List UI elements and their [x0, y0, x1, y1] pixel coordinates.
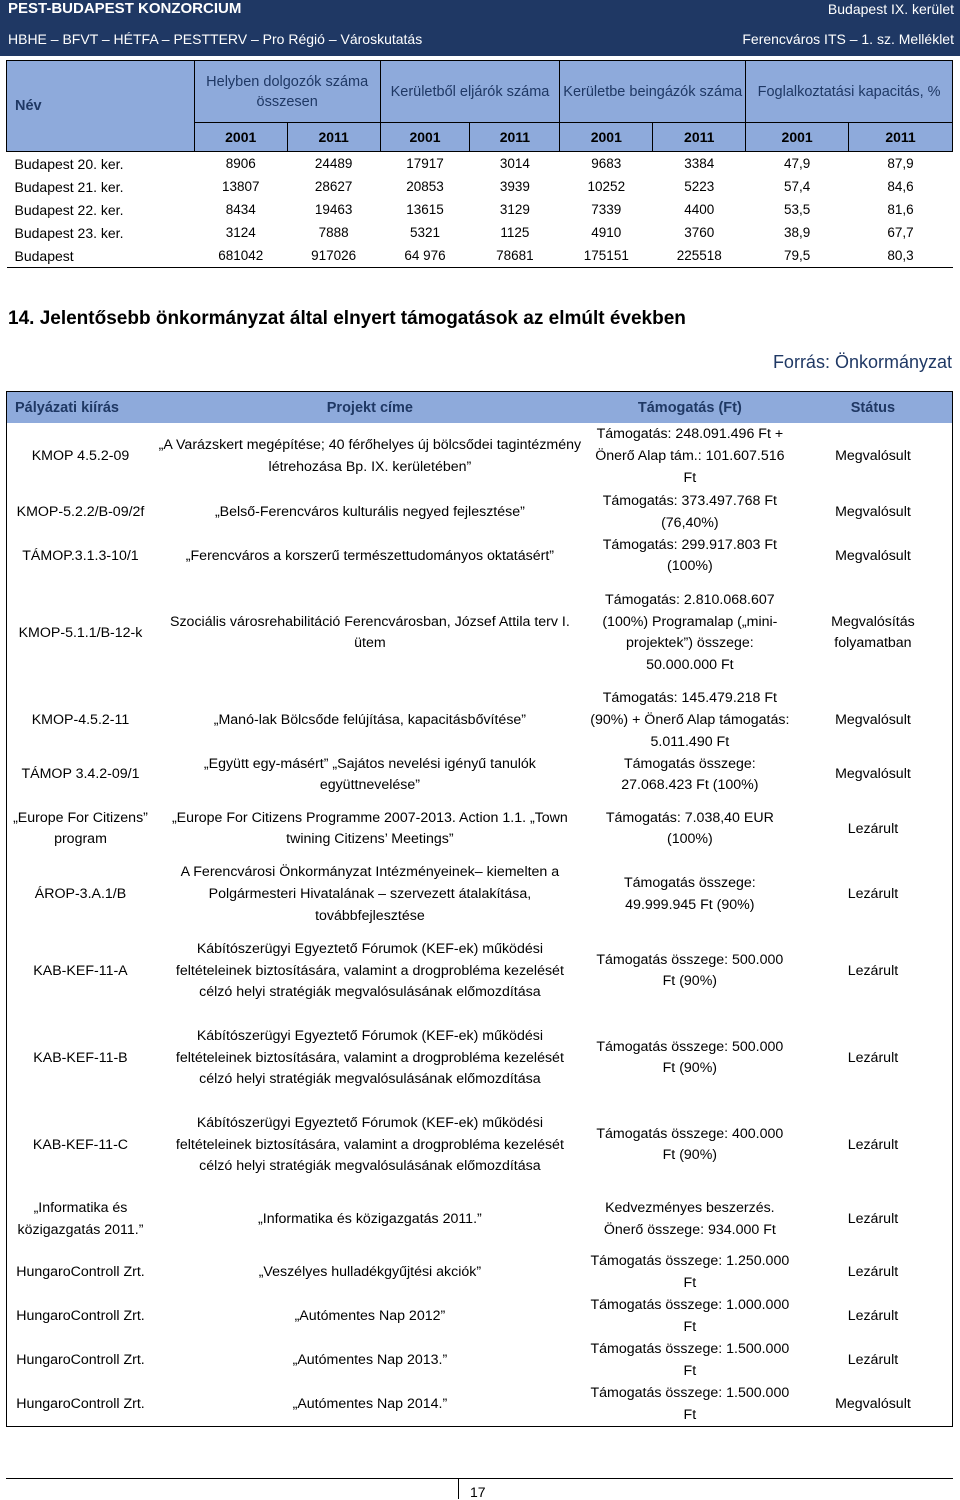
call-cell: KAB-KEF-11-A — [33, 962, 128, 979]
group-header: Kerületből eljárók száma — [380, 61, 560, 123]
grant-row — [7, 1015, 953, 1102]
value-cell: 10252 — [587, 179, 626, 194]
support-cell: Támogatás: 373.497.768 Ft (76,40%) — [602, 493, 777, 531]
page-separator — [458, 1478, 459, 1499]
table-row — [7, 221, 953, 244]
support-cell: Támogatás: 145.479.218 Ft (90%) + Önerő Alap támogatás: 5.011.490 Ft — [590, 690, 790, 750]
project-title-cell: „Manó-lak Bölcsőde felújítása, kapacitásbővítése” — [213, 712, 527, 729]
call-cell: „Europe For Citizens” program — [13, 809, 148, 848]
project-title-cell: Kábítószerügyi Egyeztető Fórumok (KEF-ek) működési feltételeinek biztosítására, valamint a drogprobléma kezelését célzó helyi stratégiák megvalósulásának előmozdítása — [175, 1114, 564, 1175]
value-cell: 3760 — [684, 225, 715, 240]
support-cell: Támogatás összege: 27.068.423 Ft (100%) — [621, 755, 759, 794]
call-header: Pályázati kiírás — [7, 392, 154, 424]
value-cell: 19463 — [314, 202, 353, 217]
project-title-cell: „Belső-Ferencváros kulturális negyed fejlesztése” — [214, 503, 525, 520]
support-cell: Támogatás összege: 1.500.000 Ft — [590, 1384, 790, 1423]
value-cell: 64 976 — [380, 244, 470, 268]
row-name: Budapest 22. ker. — [14, 201, 124, 218]
value-cell: 5321 — [410, 225, 441, 240]
grant-row — [7, 688, 953, 753]
value-cell: 47,9 — [783, 156, 811, 171]
value-cell: 4910 — [591, 225, 622, 240]
document-subtitle: Ferencváros ITS – 1. sz. Melléklet — [742, 31, 954, 47]
value-cell: 81,6 — [887, 202, 914, 217]
support-header: Támogatás (Ft) — [586, 392, 794, 424]
call-cell: HungaroControll Zrt. — [16, 1264, 145, 1281]
row-name: Budapest 21. ker. — [14, 178, 124, 195]
grant-row — [7, 534, 953, 578]
grant-row — [7, 1251, 953, 1295]
call-cell: TÁMOP 3.4.2-09/1 — [21, 766, 140, 783]
value-cell: 8434 — [225, 202, 256, 217]
source-note: Forrás: Önkormányzat — [772, 352, 952, 372]
commuting-table — [6, 60, 953, 268]
status-cell: Megvalósult — [835, 547, 911, 564]
year-header: 2001 — [560, 123, 653, 152]
support-cell: Támogatás összege: 400.000 Ft (90%) — [596, 1125, 784, 1164]
grant-row — [7, 754, 953, 797]
value-cell: 20853 — [406, 179, 444, 194]
status-cell: Megvalósult — [835, 712, 911, 729]
value-cell: 24489 — [314, 156, 353, 171]
call-cell: „Informatika és közigazgatás 2011.” — [17, 1200, 144, 1238]
grant-row — [7, 423, 953, 491]
status-cell: Megvalósítás folyamatban — [831, 613, 915, 652]
status-cell: Lezárult — [847, 886, 899, 903]
year-header: 2011 — [287, 123, 380, 152]
value-cell: 53,5 — [783, 202, 811, 217]
support-cell: Támogatás: 299.917.803 Ft (100%) — [602, 536, 777, 575]
project-title-cell: „Veszélyes hulladékgyűjtési akciók” — [258, 1264, 482, 1281]
call-cell: KAB-KEF-11-B — [33, 1049, 128, 1066]
page-number: 17 — [470, 1484, 486, 1500]
status-cell: Megvalósult — [835, 448, 911, 465]
grant-row — [7, 1295, 953, 1339]
value-cell: 917026 — [287, 244, 380, 268]
project-title-cell: Kábítószerügyi Egyeztető Fórumok (KEF-ek) működési feltételeinek biztosítására, valamint a drogprobléma kezelését célzó helyi stratégiák megvalósulásának előmozdítása — [175, 940, 564, 1001]
support-cell: Támogatás összege: 49.999.945 Ft (90%) — [624, 875, 756, 913]
status-cell: Lezárult — [847, 820, 899, 837]
value-cell: 8906 — [225, 156, 256, 171]
grant-row — [7, 578, 953, 688]
status-cell: Lezárult — [847, 1211, 899, 1228]
grant-row — [7, 1189, 953, 1251]
grant-row — [7, 1383, 953, 1427]
support-cell: Támogatás összege: 1.250.000 Ft — [590, 1253, 790, 1291]
grant-row — [7, 928, 953, 1015]
row-name: Budapest 20. ker. — [14, 155, 124, 172]
table-row — [7, 152, 953, 176]
support-cell: Támogatás összege: 1.000.000 Ft — [590, 1297, 790, 1335]
project-title-cell: „Europe For Citizens Programme 2007-2013. Action 1.1. „Town twining Citizens’ Meetings” — [171, 809, 568, 848]
group-header: Kerületbe beingázók száma — [560, 61, 746, 123]
value-cell: 80,3 — [849, 244, 953, 268]
project-title-cell: „Együtt egy-másért” „Sajátos nevelési igényű tanulók együttnevelése” — [203, 755, 536, 794]
status-cell: Lezárult — [847, 1136, 899, 1153]
project-title-cell: „Autómentes Nap 2014.” — [292, 1395, 448, 1412]
year-header: 2001 — [746, 123, 849, 152]
support-cell: Támogatás összege: 1.500.000 Ft — [590, 1341, 790, 1379]
value-cell: 3129 — [499, 202, 530, 217]
project-title-cell: Szociális városrehabilitáció Ferencvárosban, József Attila terv I. ütem — [170, 613, 570, 652]
value-cell: 13807 — [221, 179, 260, 194]
grant-row — [7, 491, 953, 534]
value-cell: 38,9 — [783, 225, 811, 240]
grant-row — [7, 797, 953, 862]
value-cell: 681042 — [194, 244, 287, 268]
table-row — [7, 198, 953, 221]
status-cell: Lezárult — [847, 1264, 899, 1281]
support-cell: Kedvezményes beszerzés. Önerő összege: 934.000 Ft — [603, 1200, 776, 1238]
support-cell: Támogatás: 248.091.496 Ft + Önerő Alap tám.: 101.607.516 Ft — [595, 426, 785, 486]
year-header: 2011 — [653, 123, 746, 152]
project-title-cell: Kábítószerügyi Egyeztető Fórumok (KEF-ek) működési feltételeinek biztosítására, valamint a drogprobléma kezelését célzó helyi stratégiák megvalósulásának előmozdítása — [175, 1027, 564, 1088]
call-cell: HungaroControll Zrt. — [16, 1352, 145, 1369]
value-cell: 3939 — [499, 179, 530, 194]
value-cell: 3124 — [225, 225, 256, 240]
value-cell: 79,5 — [746, 244, 849, 268]
call-cell: KAB-KEF-11-C — [32, 1136, 129, 1153]
project-header: Projekt címe — [154, 392, 586, 424]
project-title-cell: „Ferencváros a korszerű természettudományos oktatásért” — [185, 547, 555, 564]
value-cell: 175151 — [560, 244, 653, 268]
district-title: Budapest IX. kerület — [827, 1, 954, 17]
year-header: 2001 — [380, 123, 470, 152]
call-cell: KMOP-4.5.2-11 — [31, 712, 130, 729]
value-cell: 7339 — [591, 202, 622, 217]
status-header: Státus — [794, 392, 953, 424]
year-header: 2011 — [849, 123, 953, 152]
status-cell: Lezárult — [847, 1049, 899, 1066]
support-cell: Támogatás: 7.038,40 EUR (100%) — [605, 809, 774, 848]
grant-row — [7, 1102, 953, 1189]
value-cell: 17917 — [406, 156, 444, 171]
consortium-title: PEST-BUDAPEST KONZORCIUM — [8, 0, 242, 17]
row-name: Budapest 23. ker. — [14, 224, 124, 241]
support-cell: Támogatás összege: 500.000 Ft (90%) — [596, 1038, 784, 1077]
group-header: Helyben dolgozók száma összesen — [194, 61, 380, 123]
call-cell: TÁMOP.3.1.3-10/1 — [22, 547, 139, 564]
call-cell: KMOP 4.5.2-09 — [31, 448, 130, 465]
footer-rule — [6, 1478, 953, 1479]
page-header — [0, 0, 960, 56]
call-cell: KMOP-5.2.2/B-09/2f — [16, 503, 145, 520]
consortium-members: HBHE – BFVT – HÉTFA – PESTTERV – Pro Régió – Városkutatás — [8, 31, 423, 47]
section-title: 14. Jelentősebb önkormányzat által elnyert támogatások az elmúlt években — [8, 308, 686, 329]
value-cell: 225518 — [653, 244, 746, 268]
table-row — [7, 175, 953, 198]
value-cell: 3014 — [499, 156, 530, 171]
status-cell: Lezárult — [847, 1308, 899, 1325]
call-cell: HungaroControll Zrt. — [16, 1395, 145, 1412]
value-cell: 84,6 — [887, 179, 914, 194]
grant-row — [7, 862, 953, 928]
group-header: Foglalkoztatási kapacitás, % — [746, 61, 953, 123]
value-cell: 28627 — [314, 179, 353, 194]
value-cell: 78681 — [470, 244, 560, 268]
value-cell: 13615 — [406, 202, 444, 217]
grant-row — [7, 1339, 953, 1383]
value-cell: 1125 — [500, 225, 530, 240]
value-cell: 87,9 — [887, 156, 914, 171]
year-header: 2011 — [470, 123, 560, 152]
project-title-cell: „A Varázskert megépítése; 40 férőhelyes új bölcsődei tagintézmény létrehozása Bp. IX. kerületében” — [158, 437, 582, 475]
project-title-cell: „Informatika és közigazgatás 2011.” — [258, 1211, 482, 1228]
status-cell: Lezárult — [847, 962, 899, 979]
value-cell: 3384 — [684, 156, 715, 171]
call-cell: HungaroControll Zrt. — [16, 1308, 145, 1325]
status-cell: Lezárult — [847, 1352, 899, 1369]
support-cell: Támogatás összege: 500.000 Ft (90%) — [596, 951, 784, 990]
value-cell: 7888 — [318, 225, 349, 240]
status-cell: Megvalósult — [835, 503, 911, 520]
project-title-cell: „Autómentes Nap 2012” — [294, 1308, 446, 1325]
call-cell: ÁROP-3.A.1/B — [34, 886, 127, 903]
status-cell: Megvalósult — [835, 1395, 911, 1412]
row-name: Budapest — [7, 244, 195, 268]
value-cell: 5223 — [684, 179, 715, 194]
call-cell: KMOP-5.1.1/B-12-k — [18, 624, 143, 641]
grants-table — [6, 391, 953, 1427]
year-header: 2001 — [194, 123, 287, 152]
project-title-cell: A Ferencvárosi Önkormányzat Intézményeinek– kiemelten a Polgármesteri Hivatalának – szervezett átalakítása, továbbfejlesztése — [180, 864, 560, 924]
name-header: Név — [7, 61, 195, 152]
support-cell: Támogatás: 2.810.068.607 (100%) Programalap („mini-projektek”) összege: 50.000.000 Ft — [602, 592, 778, 674]
value-cell: 9683 — [591, 156, 622, 171]
project-title-cell: „Autómentes Nap 2013.” — [292, 1352, 448, 1369]
value-cell: 4400 — [684, 202, 715, 217]
value-cell: 57,4 — [783, 179, 811, 194]
status-cell: Megvalósult — [835, 766, 911, 783]
table-row — [7, 244, 953, 268]
value-cell: 67,7 — [887, 225, 914, 240]
